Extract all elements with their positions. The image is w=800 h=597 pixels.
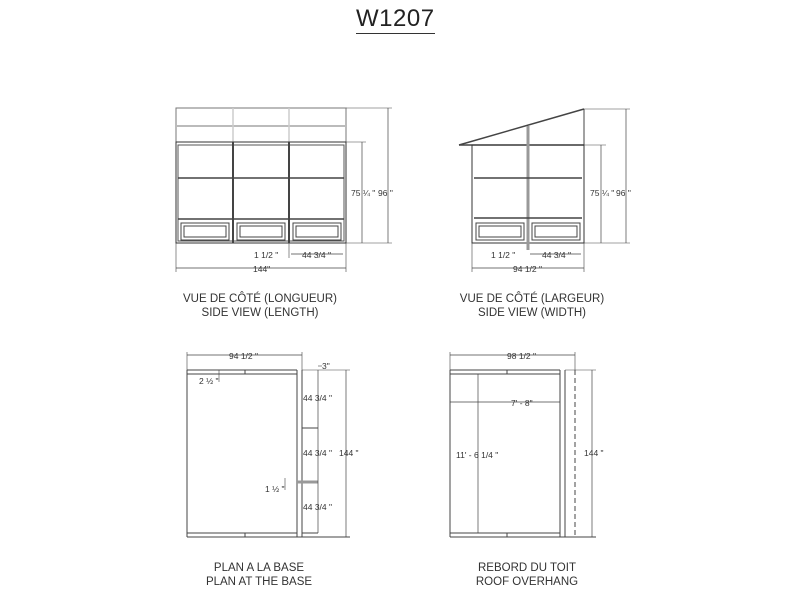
caption-fr: VUE DE CÔTÉ (LONGUEUR)	[183, 293, 337, 305]
dim-panel-length: 44 3/4 "	[302, 250, 332, 260]
dim-overall-width: 94 1/2 "	[513, 264, 543, 274]
caption-en: PLAN AT THE BASE	[205, 576, 313, 588]
dim-plan-length: 144 "	[339, 448, 359, 458]
caption-fr: REBORD DU TOIT	[478, 562, 576, 574]
caption-fr: PLAN A LA BASE	[213, 562, 305, 574]
dim-roof-inner-width: 7' - 8"	[511, 398, 533, 408]
dim-wall-height-width: 75 ¼ "	[590, 188, 615, 198]
dim-roof-width: 98 1/2 "	[507, 351, 537, 361]
dim-plan-post: 1 ½ "	[265, 484, 285, 494]
caption-fr: VUE DE CÔTÉ (LARGEUR)	[459, 293, 605, 305]
roof-overhang-drawing	[450, 352, 596, 537]
dim-plan-panel-1: 44 3/4 "	[303, 393, 333, 403]
dim-post-width: 1 1/2 "	[491, 250, 516, 260]
caption-side-view-width	[432, 292, 632, 320]
dim-plan-offset-top: 2 ½ "	[199, 376, 219, 386]
caption-roof-overhang	[427, 561, 627, 589]
dim-roof-inner-length: 11' - 6 1/4 "	[456, 450, 499, 460]
dim-plan-offset-right: 3"	[322, 361, 330, 371]
dim-overall-length: 144"	[253, 264, 271, 274]
dim-plan-panel-3: 44 3/4 "	[303, 502, 333, 512]
caption-en: ROOF OVERHANG	[475, 576, 579, 588]
dim-plan-panel-2: 44 3/4 "	[303, 448, 333, 458]
drawing-title: W1207	[356, 5, 435, 32]
caption-plan-base	[159, 561, 359, 589]
dim-total-height-length: 96 "	[378, 188, 393, 198]
dim-post-length: 1 1/2 "	[254, 250, 279, 260]
dim-roof-length: 144 "	[584, 448, 604, 458]
caption-en: SIDE VIEW (LENGTH)	[201, 307, 319, 319]
dim-wall-height-length: 75 ¼ "	[351, 188, 376, 198]
dim-total-height-width: 96 "	[616, 188, 631, 198]
dim-panel-width: 44 3/4 "	[542, 250, 572, 260]
dim-plan-width: 94 1/2 "	[229, 351, 259, 361]
caption-en: SIDE VIEW (WIDTH)	[478, 307, 586, 319]
caption-side-view-length	[160, 292, 360, 320]
